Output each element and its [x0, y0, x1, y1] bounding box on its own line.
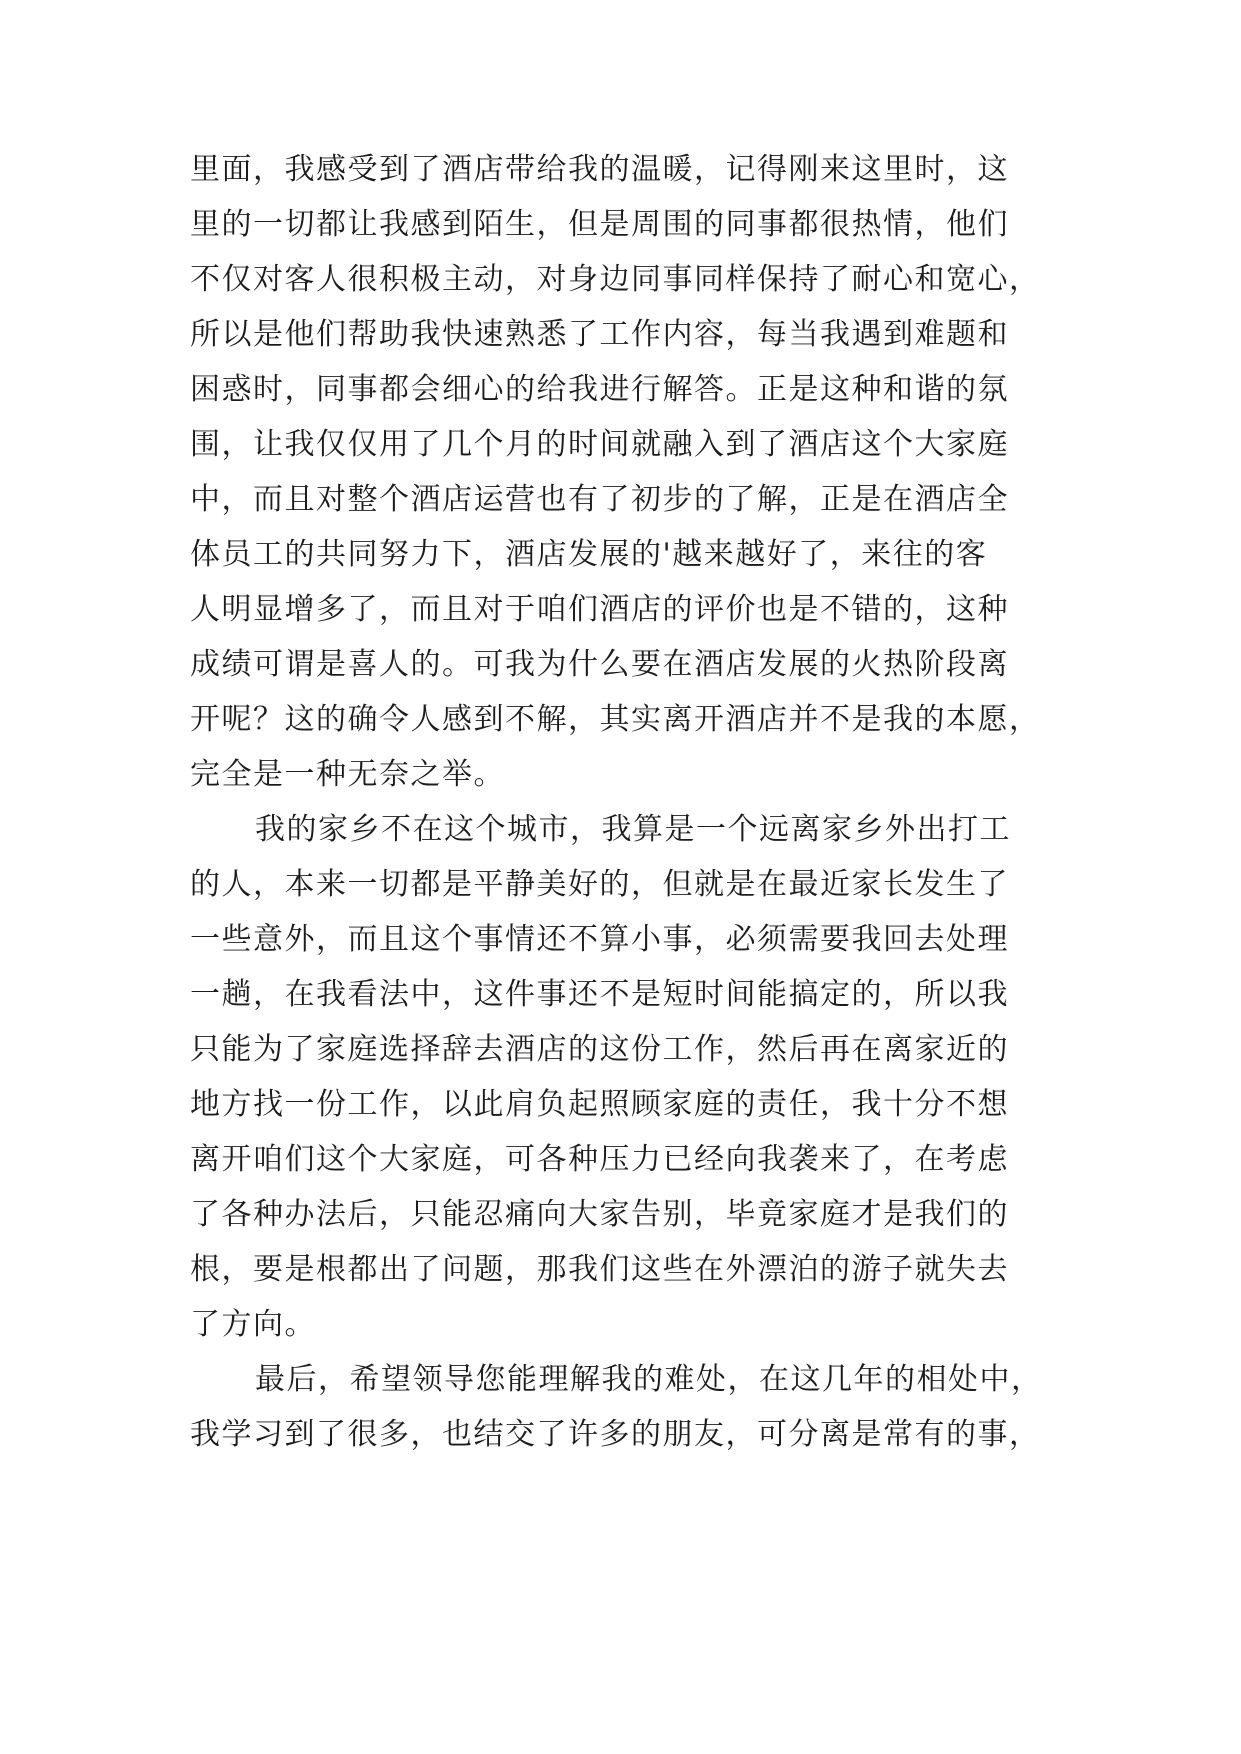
- text-line: 围，让我仅仅用了几个月的时间就融入到了酒店这个大家庭: [190, 427, 1009, 462]
- text-line: 的人，本来一切都是平静美好的，但就是在最近家长发生了: [190, 867, 1009, 902]
- paragraph-first-line: 我的家乡不在这个城市，我算是一个远离家乡外出打工: [255, 812, 1011, 847]
- text-line: 只能为了家庭选择辞去酒店的这份工作，然后再在离家近的: [190, 1032, 1009, 1067]
- text-line: 了各种办法后，只能忍痛向大家告别，毕竟家庭才是我们的: [190, 1197, 1009, 1232]
- text-line: 不仅对客人很积极主动，对身边同事同样保持了耐心和宽心，: [190, 262, 1041, 297]
- text-line: 中，而且对整个酒店运营也有了初步的了解，正是在酒店全: [190, 482, 1009, 517]
- paragraph-first-line: 最后，希望领导您能理解我的难处，在这几年的相处中，: [255, 1362, 1043, 1397]
- text-line: 一些意外，而且这个事情还不算小事，必须需要我回去处理: [190, 922, 1009, 957]
- text-line: 困惑时，同事都会细心的给我进行解答。正是这种和谐的氛: [190, 372, 1009, 407]
- text-line: 了方向。: [190, 1307, 316, 1342]
- text-line: 我学习到了很多，也结交了许多的朋友，可分离是常有的事，: [190, 1417, 1041, 1452]
- text-line: 离开咱们这个大家庭，可各种压力已经向我袭来了，在考虑: [190, 1142, 1009, 1177]
- text-line: 开呢？这的确令人感到不解，其实离开酒店并不是我的本愿，: [190, 702, 1041, 737]
- text-line: 里的一切都让我感到陌生，但是周围的同事都很热情，他们: [190, 207, 1009, 242]
- text-line: 成绩可谓是喜人的。可我为什么要在酒店发展的火热阶段离: [190, 647, 1009, 682]
- text-line: 地方找一份工作，以此肩负起照顾家庭的责任，我十分不想: [190, 1087, 1009, 1122]
- text-line: 体员工的共同努力下，酒店发展的'越来越好了，来往的客: [190, 537, 988, 572]
- text-line: 根，要是根都出了问题，那我们这些在外漂泊的游子就失去: [190, 1252, 1009, 1287]
- text-line: 完全是一种无奈之举。: [190, 757, 505, 792]
- text-line: 一趟，在我看法中，这件事还不是短时间能搞定的，所以我: [190, 977, 1009, 1012]
- text-line: 所以是他们帮助我快速熟悉了工作内容，每当我遇到难题和: [190, 317, 1009, 352]
- text-line: 里面，我感受到了酒店带给我的温暖，记得刚来这里时，这: [190, 152, 1009, 187]
- text-line: 人明显增多了，而且对于咱们酒店的评价也是不错的，这种: [190, 592, 1009, 627]
